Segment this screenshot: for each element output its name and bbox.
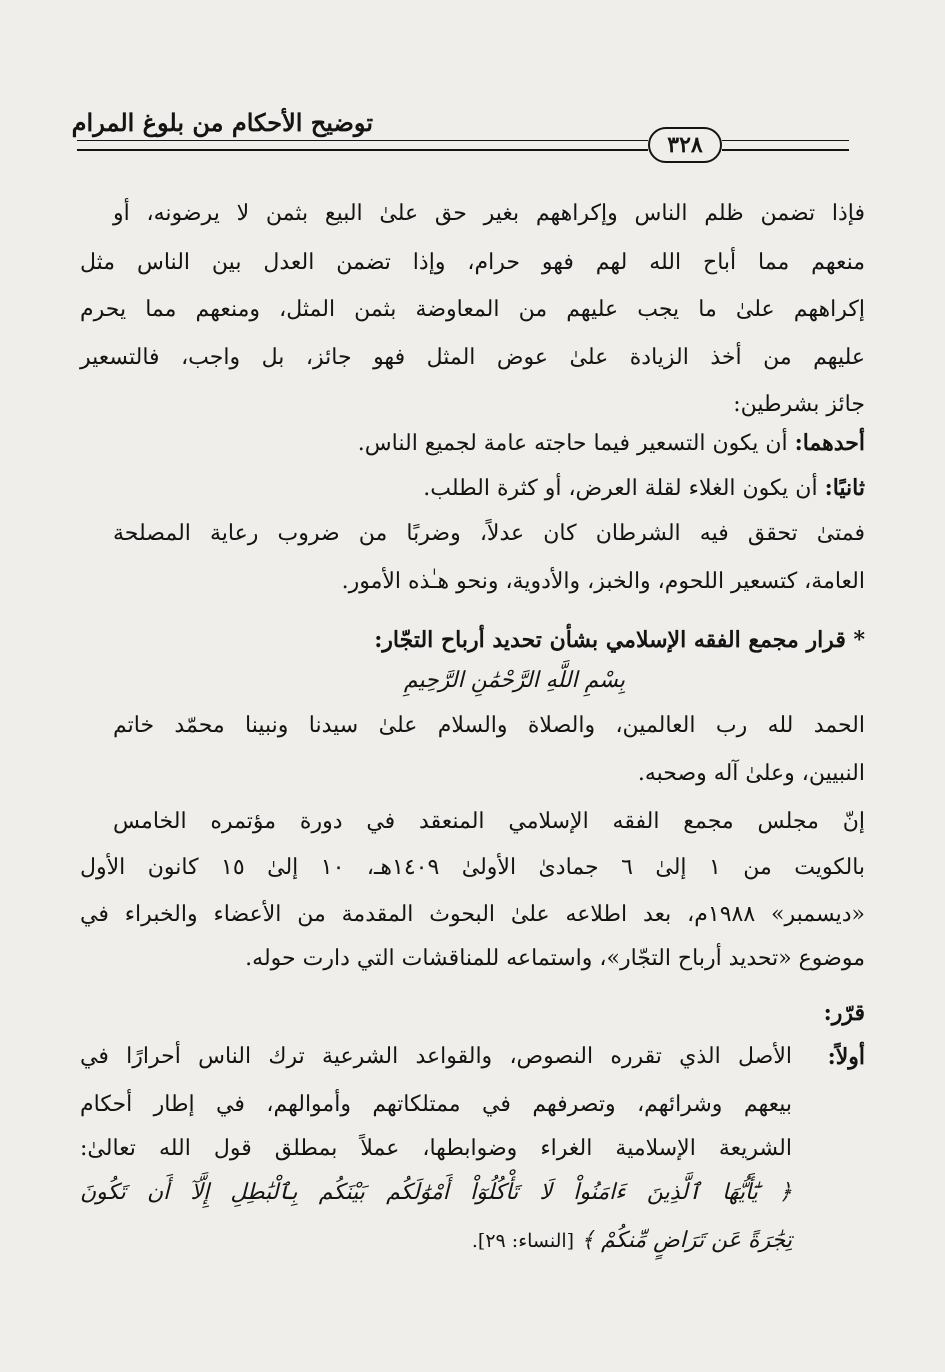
condition-2 [423, 471, 865, 506]
para4-line-4: موضوع «تحديد أرباح التجّار»، واستماعه للمناقشات التي دارت حوله. [245, 946, 865, 971]
para3-line-2: النبيين، وعلىٰ آله وصحبه. [637, 761, 865, 786]
header-rule-right-top [722, 140, 849, 141]
first-line-3: الشريعة الإسلامية الغراء وضوابطها، عملاً بمطلق قول الله تعالىٰ: [80, 1136, 792, 1161]
quran-reference: [النساء: ٢٩]. [471, 1230, 575, 1252]
para1-line-4: عليهم من أخذ الزيادة علىٰ عوض المثل فهو جائز، بل واجب، فالتسعير [80, 345, 865, 370]
para1-line-2: منعهم مما أباح الله لهم فهو حرام، وإذا تضمن العدل بين الناس مثل [80, 250, 865, 275]
decided-label: قرّر: [823, 1000, 865, 1026]
section-heading: * قرار مجمع الفقه الإسلامي بشأن تحديد أرباح التجّار: [374, 627, 865, 653]
header-rule-right-bottom [722, 149, 849, 151]
condition-1 [358, 426, 865, 461]
para2-line-2: العامة، كتسعير اللحوم، والخبز، والأدوية، ونحو هـٰذه الأمور. [341, 569, 865, 594]
condition-1-text: أن يكون التسعير فيما حاجته عامة لجميع الناس. [357, 431, 788, 456]
condition-2-text: أن يكون الغلاء لقلة العرض، أو كثرة الطلب. [423, 476, 818, 501]
first-line-2: بيعهم وشرائهم، وتصرفهم في ممتلكاتهم وأموالهم، في إطار أحكام [80, 1092, 792, 1117]
quran-verse-line-2 [472, 1224, 792, 1258]
book-title: توضيح الأحكام من بلوغ المرام [71, 108, 373, 137]
para2-line-1: فمتىٰ تحقق فيه الشرطان كان عدلاً، وضربًا من ضروب رعاية المصلحة [113, 521, 865, 546]
para1-line-3: إكراههم علىٰ ما يجب عليهم من المعاوضة بثمن المثل، ومنعهم مما يحرم [80, 297, 865, 322]
para1-line-1: فإذا تضمن ظلم الناس وإكراههم بغير حق علىٰ البيع بثمن لا يرضونه، أو [113, 201, 865, 226]
quran-verse-text: تِجَٰرَةً عَن تَرَاضٍ مِّنكُمْ ﴾ [581, 1228, 792, 1253]
first-label: أولاً: [827, 1044, 865, 1070]
para3-line-1: الحمد لله رب العالمين، والصلاة والسلام علىٰ سيدنا ونبينا محمّد خاتم [113, 713, 865, 738]
first-line-1: الأصل الذي تقرره النصوص، والقواعد الشرعية ترك الناس أحرارًا في [80, 1044, 792, 1069]
para1-line-5: جائز بشرطين: [733, 392, 865, 417]
condition-1-label: أحدهما: [794, 430, 865, 456]
header-rule-top [77, 140, 648, 141]
para4-line-2: بالكويت من ١ إلىٰ ٦ جمادىٰ الأولىٰ ١٤٠٩هـ، ١٠ إلىٰ ١٥ كانون الأول [80, 855, 866, 880]
condition-2-label: ثانيًا: [824, 475, 865, 501]
page-number: ٣٢٨ [648, 127, 722, 163]
quran-verse-line-1: ﴿ يَٰٓأَيُّهَا ٱلَّذِينَ ءَامَنُواْ لَا تَأْكُلُوٓاْ أَمْوَٰلَكُم بَيْنَكُم بِٱلْبَٰطِلِ إِلَّآ أَن تَكُونَ [80, 1180, 792, 1205]
para4-line-1: إنّ مجلس مجمع الفقه الإسلامي المنعقد في دورة مؤتمره الخامس [113, 809, 865, 834]
header-rule-bottom [77, 149, 648, 151]
bismillah: بِسْمِ اللَّهِ الرَّحْمَٰنِ الرَّحِيمِ [403, 668, 625, 693]
para4-line-3: «ديسمبر» ١٩٨٨م، بعد اطلاعه علىٰ البحوث المقدمة من الأعضاء والخبراء في [80, 902, 865, 927]
